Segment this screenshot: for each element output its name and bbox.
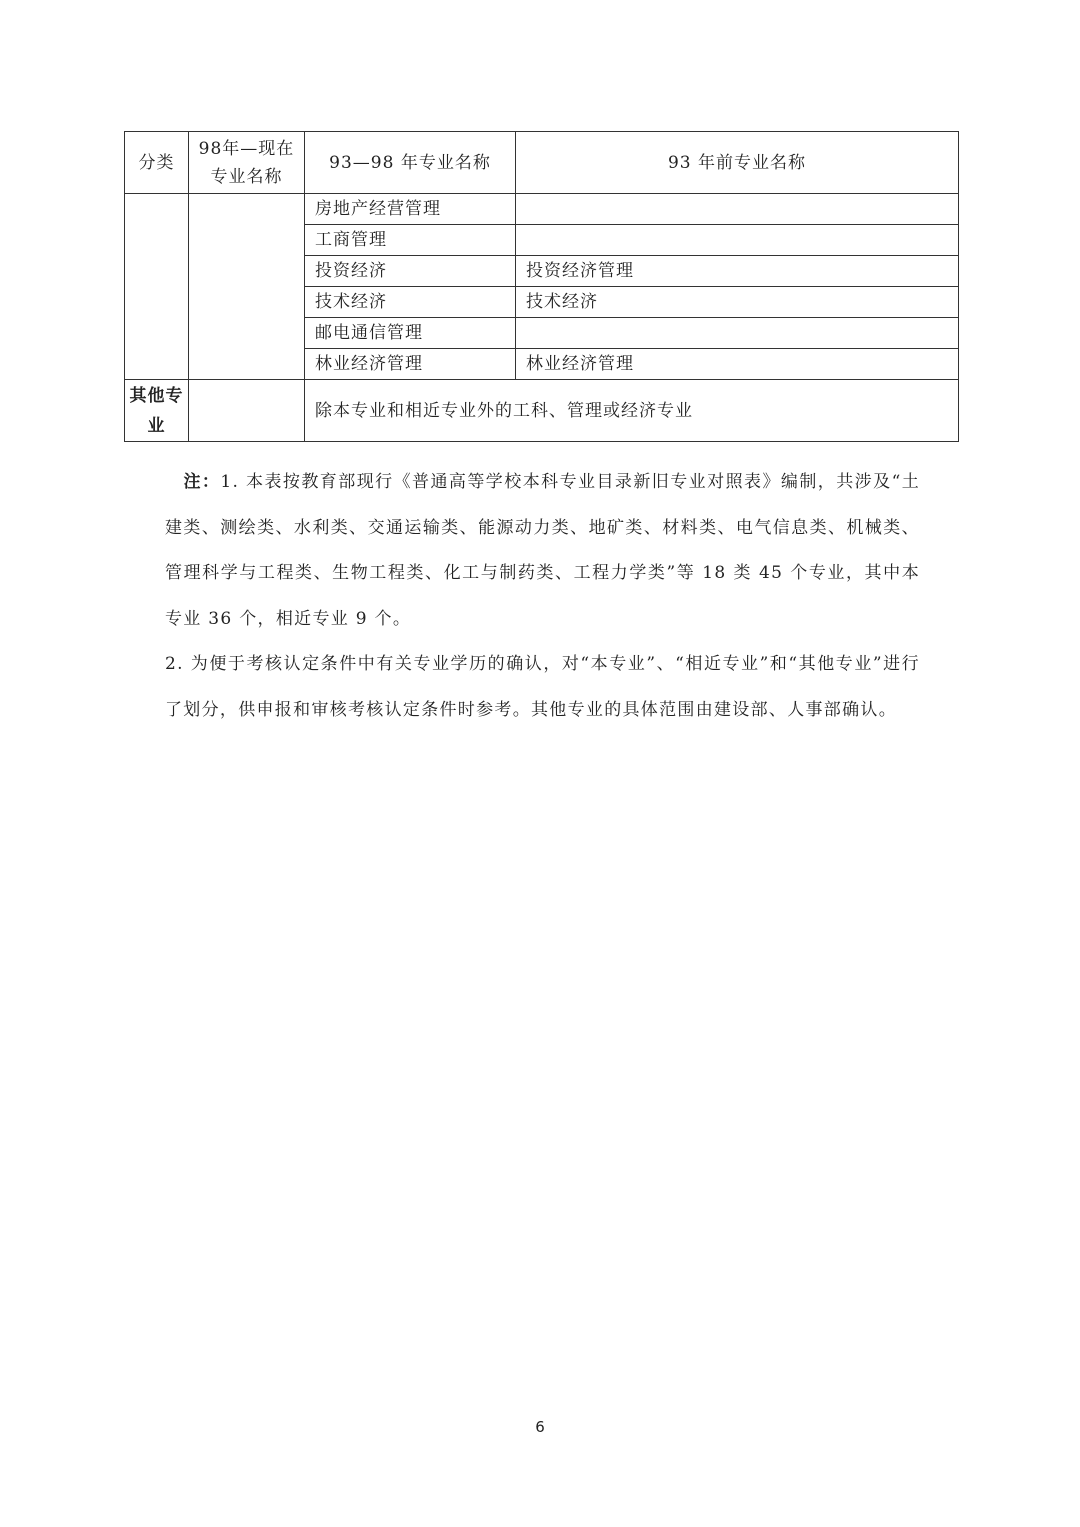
name-pre-93-cell: 林业经济管理 (516, 349, 959, 380)
header-current-name: 98年—现在专业名称 (189, 132, 305, 194)
category-cell-empty (125, 194, 189, 380)
name-pre-93-cell (516, 194, 959, 225)
header-category: 分类 (125, 132, 189, 194)
name-pre-93-cell: 投资经济管理 (516, 256, 959, 287)
page-number: 6 (535, 1418, 545, 1436)
name-pre-93-cell (516, 225, 959, 256)
note-1 (165, 460, 920, 642)
other-current-name-cell-empty (189, 380, 305, 442)
current-name-cell-empty (189, 194, 305, 380)
other-majors-description: 除本专业和相近专业外的工科、管理或经济专业 (305, 380, 959, 442)
name-93-98-cell: 投资经济 (305, 256, 516, 287)
header-93-98-name: 93—98 年专业名称 (305, 132, 516, 194)
note-label: 注： (183, 472, 221, 492)
other-majors-category: 其他专业 (125, 380, 189, 442)
name-93-98-cell: 邮电通信管理 (305, 318, 516, 349)
name-93-98-cell: 林业经济管理 (305, 349, 516, 380)
name-93-98-cell: 工商管理 (305, 225, 516, 256)
other-majors-row (125, 380, 959, 442)
name-93-98-cell: 房地产经营管理 (305, 194, 516, 225)
header-pre-93-name: 93 年前专业名称 (516, 132, 959, 194)
table-notes (165, 460, 920, 733)
table-header-row (125, 132, 959, 194)
note-2-text: 2. 为便于考核认定条件中有关专业学历的确认，对“本专业”、“相近专业”和“其他专业”进行了划分，供申报和审核考核认定条件时参考。其他专业的具体范围由建设部、人事部确认。 (165, 654, 920, 720)
name-93-98-cell: 技术经济 (305, 287, 516, 318)
note-2 (165, 642, 920, 733)
name-pre-93-cell: 技术经济 (516, 287, 959, 318)
name-pre-93-cell (516, 318, 959, 349)
major-comparison-table (124, 131, 959, 442)
table-row (125, 194, 959, 225)
note-1-text: 1. 本表按教育部现行《普通高等学校本科专业目录新旧专业对照表》编制，共涉及“土建类、测绘类、水利类、交通运输类、能源动力类、地矿类、材料类、电气信息类、机械类、管理科学与工程类、生物工程类、化工与制药类、工程力学类”等 18 类 45 个专业，其中本专业 36 个，相近专业 9 个。 (165, 472, 921, 629)
